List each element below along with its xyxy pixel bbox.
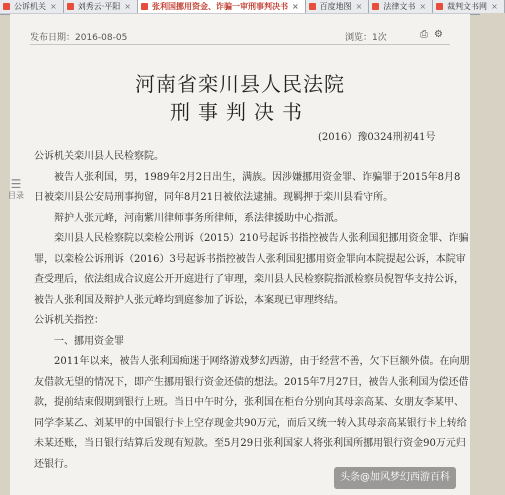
favicon-icon (436, 3, 443, 10)
body-paragraph: 被告人张利国，男，1989年2月2日出生，满族。因涉嫌挪用资金罪、诈骗罪于2015年8月8日被栾川县公安局刑事拘留，同年8月21日被依法逮捕。现羁押于栾川县看守所。 (34, 171, 461, 203)
close-icon[interactable]: × (291, 2, 299, 11)
favicon-icon (309, 3, 316, 10)
close-icon[interactable]: × (419, 2, 427, 11)
browser-tab[interactable] (0, 0, 64, 13)
toc-button[interactable] (2, 178, 30, 201)
body-paragraph: 栾川县人民检察院以栾检公刑诉（2015）210号起诉书指控被告人张利国犯挪用资金罪、诈骗罪，以栾检公诉刑诉（2016）3号起诉书指控被告人张利国犯挪用资金罪向本院提起公诉，本院审查受理后，依法组成合议庭公开开庭进行了审理，栾川县人民检察院指派检察员倪智华支持公诉，被告人张利国及辩护人张元峰均到庭参加了诉讼，本案现已审理终结。 (34, 233, 469, 306)
header-divider (30, 44, 450, 45)
publish-date: 发布日期：2016-08-05 (30, 33, 128, 43)
browser-tab[interactable] (138, 0, 306, 13)
court-name: 河南省栾川县人民法院 (135, 72, 345, 96)
favicon-icon (3, 3, 10, 10)
favicon-icon (372, 3, 379, 10)
close-icon[interactable]: × (50, 2, 57, 11)
body-paragraph: 公诉机关指控： (34, 315, 104, 326)
tab-label: 法律文书 (383, 2, 416, 11)
tab-label: 百度地图 (319, 2, 352, 11)
close-icon[interactable]: × (355, 2, 363, 11)
tab-label: 裁判文书网 (447, 2, 488, 11)
settings-icon[interactable]: ⚙ (434, 29, 449, 40)
article-tools (420, 29, 449, 40)
watermark: 头条@加风梦幻西游百科 (334, 467, 456, 489)
browser-tab[interactable] (64, 0, 138, 13)
list-icon: ☰ (10, 177, 22, 191)
body-paragraph: 公诉机关栾川县人民检察院。 (34, 151, 164, 162)
print-icon[interactable]: ⎙ (420, 29, 434, 40)
document-body (34, 147, 470, 475)
browser-tab[interactable] (306, 0, 370, 13)
body-paragraph: 辩护人张元峰，河南紫川律师事务所律师，系法律援助中心指派。 (54, 212, 344, 224)
body-paragraph: 一、挪用资金罪 (54, 335, 124, 347)
toc-label: 目录 (8, 191, 24, 200)
body-paragraph: 2011年以来，被告人张利国痴迷于网络游戏梦幻西游，由于经营不善，欠下巨额外债。在向朋友借款无望的情况下，即产生挪用银行资金还债的想法。2015年7月27日，被告人张利国为偿还借款，提前结束假期到银行上班。当日中午时分，张利国在柜台分别向其母亲高某、女朋友李某甲、同学李某乙、刘某甲的中国银行卡上空存现金共90万元，而后又统一转入其母亲高某银行卡上转给未某还账，当日银行结算后发现有短款。至5月29日张利国家人将张利国所挪用银行资金90万元归还银行。 (34, 356, 470, 470)
case-number: (2016）豫0324刑初41号 (318, 132, 436, 143)
tab-label: 张利国挪用资金、诈骗一审刑事判决书 (151, 2, 288, 11)
close-icon[interactable]: × (124, 2, 131, 11)
favicon-icon (141, 3, 148, 10)
document-type: 刑事判决书 (170, 100, 310, 124)
favicon-icon (67, 3, 74, 10)
browser-tab[interactable] (433, 0, 505, 13)
tab-label: 公诉机关 (14, 2, 46, 11)
tab-label: 刘秀云·平阳 (77, 2, 121, 11)
browser-tab[interactable] (369, 0, 433, 13)
close-icon[interactable]: × (491, 2, 498, 11)
browser-tab-bar (0, 0, 498, 15)
view-count: 浏览：1次 (345, 33, 387, 43)
